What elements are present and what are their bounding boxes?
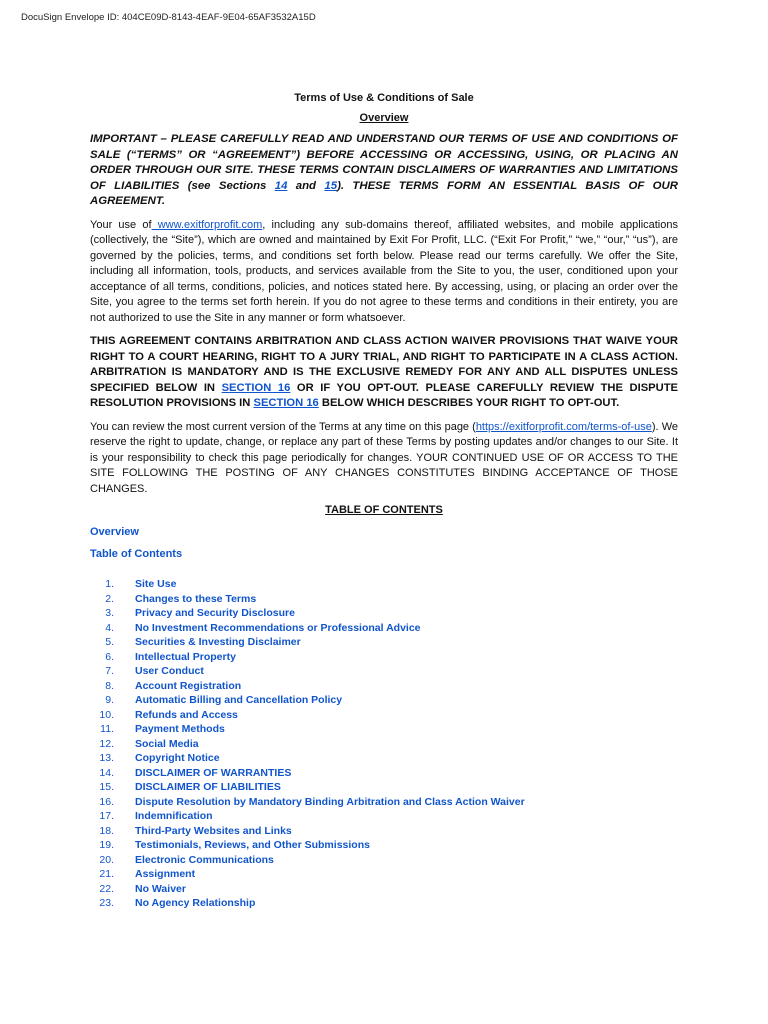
terms-url-link[interactable]: https://exitforprofit.com/terms-of-use bbox=[475, 420, 652, 433]
arb-text-2: OR IF YOU OPT-OUT. PLEASE CAREFULLY REVIEW THE DISPUTE RESOLUTION PROVISIONS IN bbox=[90, 381, 678, 410]
toc-item-label[interactable]: Dispute Resolution by Mandatory Binding Arbitration and Class Action Waiver bbox=[135, 795, 525, 808]
review-paragraph bbox=[90, 420, 678, 498]
toc-item-number: 23. bbox=[99, 897, 114, 910]
use-prefix: Your use of bbox=[90, 218, 152, 231]
toc-item-label[interactable]: Testimonials, Reviews, and Other Submissions bbox=[135, 839, 370, 852]
toc-item[interactable] bbox=[90, 606, 678, 621]
toc-item-label[interactable]: Assignment bbox=[135, 868, 196, 881]
toc-item-label[interactable]: No Waiver bbox=[135, 882, 186, 895]
toc-item[interactable] bbox=[90, 722, 678, 737]
toc-item-label[interactable]: Intellectual Property bbox=[135, 650, 236, 663]
toc-heading: TABLE OF CONTENTS bbox=[325, 504, 443, 517]
toc-item[interactable] bbox=[90, 751, 678, 766]
toc-item-number: 6. bbox=[105, 650, 114, 663]
toc-item-number: 3. bbox=[105, 607, 114, 620]
toc-item[interactable] bbox=[90, 809, 678, 824]
toc-item-label[interactable]: DISCLAIMER OF WARRANTIES bbox=[135, 766, 292, 779]
toc-item-number: 18. bbox=[99, 824, 114, 837]
toc-item-label[interactable]: Electronic Communications bbox=[135, 853, 274, 866]
important-text-1: IMPORTANT – PLEASE CAREFULLY READ AND UNDERSTAND OUR TERMS OF USE AND CONDITIONS OF SALE (“TERMS” OR “AGREEMENT”) BEFORE ACCESSING OR ACCESSING, USING, OR PLACING AN ORDER THROUGH OUR SITE. THESE TERMS CONTAIN DISCLAIMERS OF WARRANTIES AND LIMITATIONS OF LIABILITIES (see Sections bbox=[90, 133, 678, 192]
toc-item-label[interactable]: Refunds and Access bbox=[135, 708, 238, 721]
toc-item-label[interactable]: Payment Methods bbox=[135, 723, 225, 736]
toc-item[interactable] bbox=[90, 693, 678, 708]
toc-item-number: 2. bbox=[105, 592, 114, 605]
toc-item[interactable] bbox=[90, 896, 678, 911]
toc-item-number: 14. bbox=[99, 766, 114, 779]
toc-item-label[interactable]: Account Registration bbox=[135, 679, 242, 692]
toc-item[interactable] bbox=[90, 853, 678, 868]
toc-item-number: 8. bbox=[105, 679, 114, 692]
toc-overview-link[interactable]: Overview bbox=[90, 526, 139, 539]
toc-item-number: 17. bbox=[99, 810, 114, 823]
toc-item-number: 5. bbox=[105, 636, 114, 649]
toc-item[interactable] bbox=[90, 592, 678, 607]
use-text: , including any sub-domains thereof, affiliated websites, and mobile applications (collectively, the “Site”), which are owned and maintained by Exit For Profit, LLC. (“Exit For Profit,” “we,” “our,” “us”), are governed by the policies, terms, and conditions set forth below. Please read our terms carefully. We offer the Site, including all information, tools, products, and services available from the Site to you, the user, conditioned upon your acceptance of all terms, conditions, policies, and notices stated here. By accessing, using, or placing an order over the Site, you agree to the terms set forth herein. If you do not agree to these terms and conditions in their entirety, you are not authorized to use the Site in any manner or form whatsoever. bbox=[90, 218, 678, 324]
toc-item-label[interactable]: Third-Party Websites and Links bbox=[135, 824, 292, 837]
site-use-paragraph bbox=[90, 218, 678, 327]
arbitration-notice bbox=[90, 334, 678, 412]
toc-item[interactable] bbox=[90, 577, 678, 592]
toc-item[interactable] bbox=[90, 766, 678, 781]
toc-item[interactable] bbox=[90, 780, 678, 795]
toc-item[interactable] bbox=[90, 621, 678, 636]
toc-item-number: 1. bbox=[105, 578, 114, 591]
toc-item-number: 16. bbox=[99, 795, 114, 808]
document-body bbox=[90, 92, 678, 911]
toc-item-label[interactable]: DISCLAIMER OF LIABILITIES bbox=[135, 781, 281, 794]
toc-item-number: 21. bbox=[99, 868, 114, 881]
toc-item-number: 7. bbox=[105, 665, 114, 678]
arb-text-3: BELOW WHICH DESCRIBES YOUR RIGHT TO OPT-OUT. bbox=[318, 397, 620, 410]
toc-list bbox=[90, 577, 678, 911]
toc-item-number: 11. bbox=[100, 723, 114, 736]
toc-item-number: 13. bbox=[99, 752, 114, 765]
toc-item-label[interactable]: Social Media bbox=[135, 737, 199, 750]
important-notice bbox=[90, 132, 678, 210]
toc-item-number: 20. bbox=[99, 853, 114, 866]
review-text-2: ). We reserve the right to update, change, or replace any part of these Terms by posting updates and/or changes to our Site. It is your responsibility to check this page periodically for changes. YOUR CONTINUED USE OF OR ACCESS TO THE SITE FOLLOWING THE POSTING OF ANY CHANGES CONSTITUTES BINDING ACCEPTANCE OF THOSE CHANGES. bbox=[90, 420, 678, 495]
toc-item[interactable] bbox=[90, 795, 678, 810]
toc-item-label[interactable]: Automatic Billing and Cancellation Policy bbox=[135, 694, 343, 707]
toc-item-number: 9. bbox=[105, 694, 114, 707]
toc-item-number: 4. bbox=[105, 621, 114, 634]
envelope-id: DocuSign Envelope ID: 404CE09D-8143-4EAF-9E04-65AF3532A15D bbox=[21, 12, 316, 23]
toc-item-label[interactable]: No Investment Recommendations or Professional Advice bbox=[135, 621, 421, 634]
toc-item-number: 22. bbox=[99, 882, 114, 895]
toc-item-number: 10. bbox=[99, 708, 114, 721]
review-text-1: You can review the most current version of the Terms at any time on this page ( bbox=[90, 420, 476, 433]
toc-item-label[interactable]: Changes to these Terms bbox=[135, 592, 257, 605]
toc-item[interactable] bbox=[90, 635, 678, 650]
section-15-link[interactable]: 15 bbox=[324, 179, 338, 192]
section-16-link-2[interactable]: SECTION 16 bbox=[253, 397, 319, 410]
toc-item-number: 12. bbox=[99, 737, 114, 750]
section-16-link-1[interactable]: SECTION 16 bbox=[221, 381, 291, 394]
toc-item-label[interactable]: No Agency Relationship bbox=[135, 897, 256, 910]
toc-item-number: 15. bbox=[99, 781, 114, 794]
toc-item[interactable] bbox=[90, 650, 678, 665]
toc-item[interactable] bbox=[90, 867, 678, 882]
toc-item-label[interactable]: Site Use bbox=[135, 578, 177, 591]
toc-item-label[interactable]: Indemnification bbox=[135, 810, 213, 823]
toc-item-label[interactable]: User Conduct bbox=[135, 665, 204, 678]
toc-item-label[interactable]: Copyright Notice bbox=[135, 752, 220, 765]
important-and: and bbox=[287, 179, 325, 192]
section-14-link[interactable]: 14 bbox=[274, 179, 288, 192]
toc-item[interactable] bbox=[90, 824, 678, 839]
toc-item[interactable] bbox=[90, 737, 678, 752]
toc-item[interactable] bbox=[90, 882, 678, 897]
toc-item-number: 19. bbox=[99, 839, 114, 852]
toc-item[interactable] bbox=[90, 708, 678, 723]
important-text-2: ). THESE TERMS FORM AN ESSENTIAL BASIS OF OUR AGREEMENT. bbox=[90, 179, 678, 208]
document-title: Terms of Use & Conditions of Sale bbox=[294, 92, 474, 104]
toc-table-of-contents-link[interactable]: Table of Contents bbox=[90, 548, 183, 561]
toc-item[interactable] bbox=[90, 838, 678, 853]
toc-item-label[interactable]: Securities & Investing Disclaimer bbox=[135, 636, 301, 649]
site-url-link[interactable]: www.exitforprofit.com bbox=[151, 218, 263, 231]
overview-heading: Overview bbox=[359, 112, 409, 124]
toc-item[interactable] bbox=[90, 679, 678, 694]
arb-text-1: THIS AGREEMENT CONTAINS ARBITRATION AND CLASS ACTION WAIVER PROVISIONS THAT WAIVE YOUR RIGHT TO A COURT HEARING, RIGHT TO A JURY TRIAL, AND RIGHT TO PARTICIPATE IN A CLASS ACTION. ARBITRATION IS MANDATORY AND IS THE EXCLUSIVE REMEDY FOR ANY AND ALL DISPUTES UNLESS SPECIFIED BELOW IN bbox=[90, 335, 678, 394]
toc-item-label[interactable]: Privacy and Security Disclosure bbox=[135, 607, 295, 620]
toc-item[interactable] bbox=[90, 664, 678, 679]
